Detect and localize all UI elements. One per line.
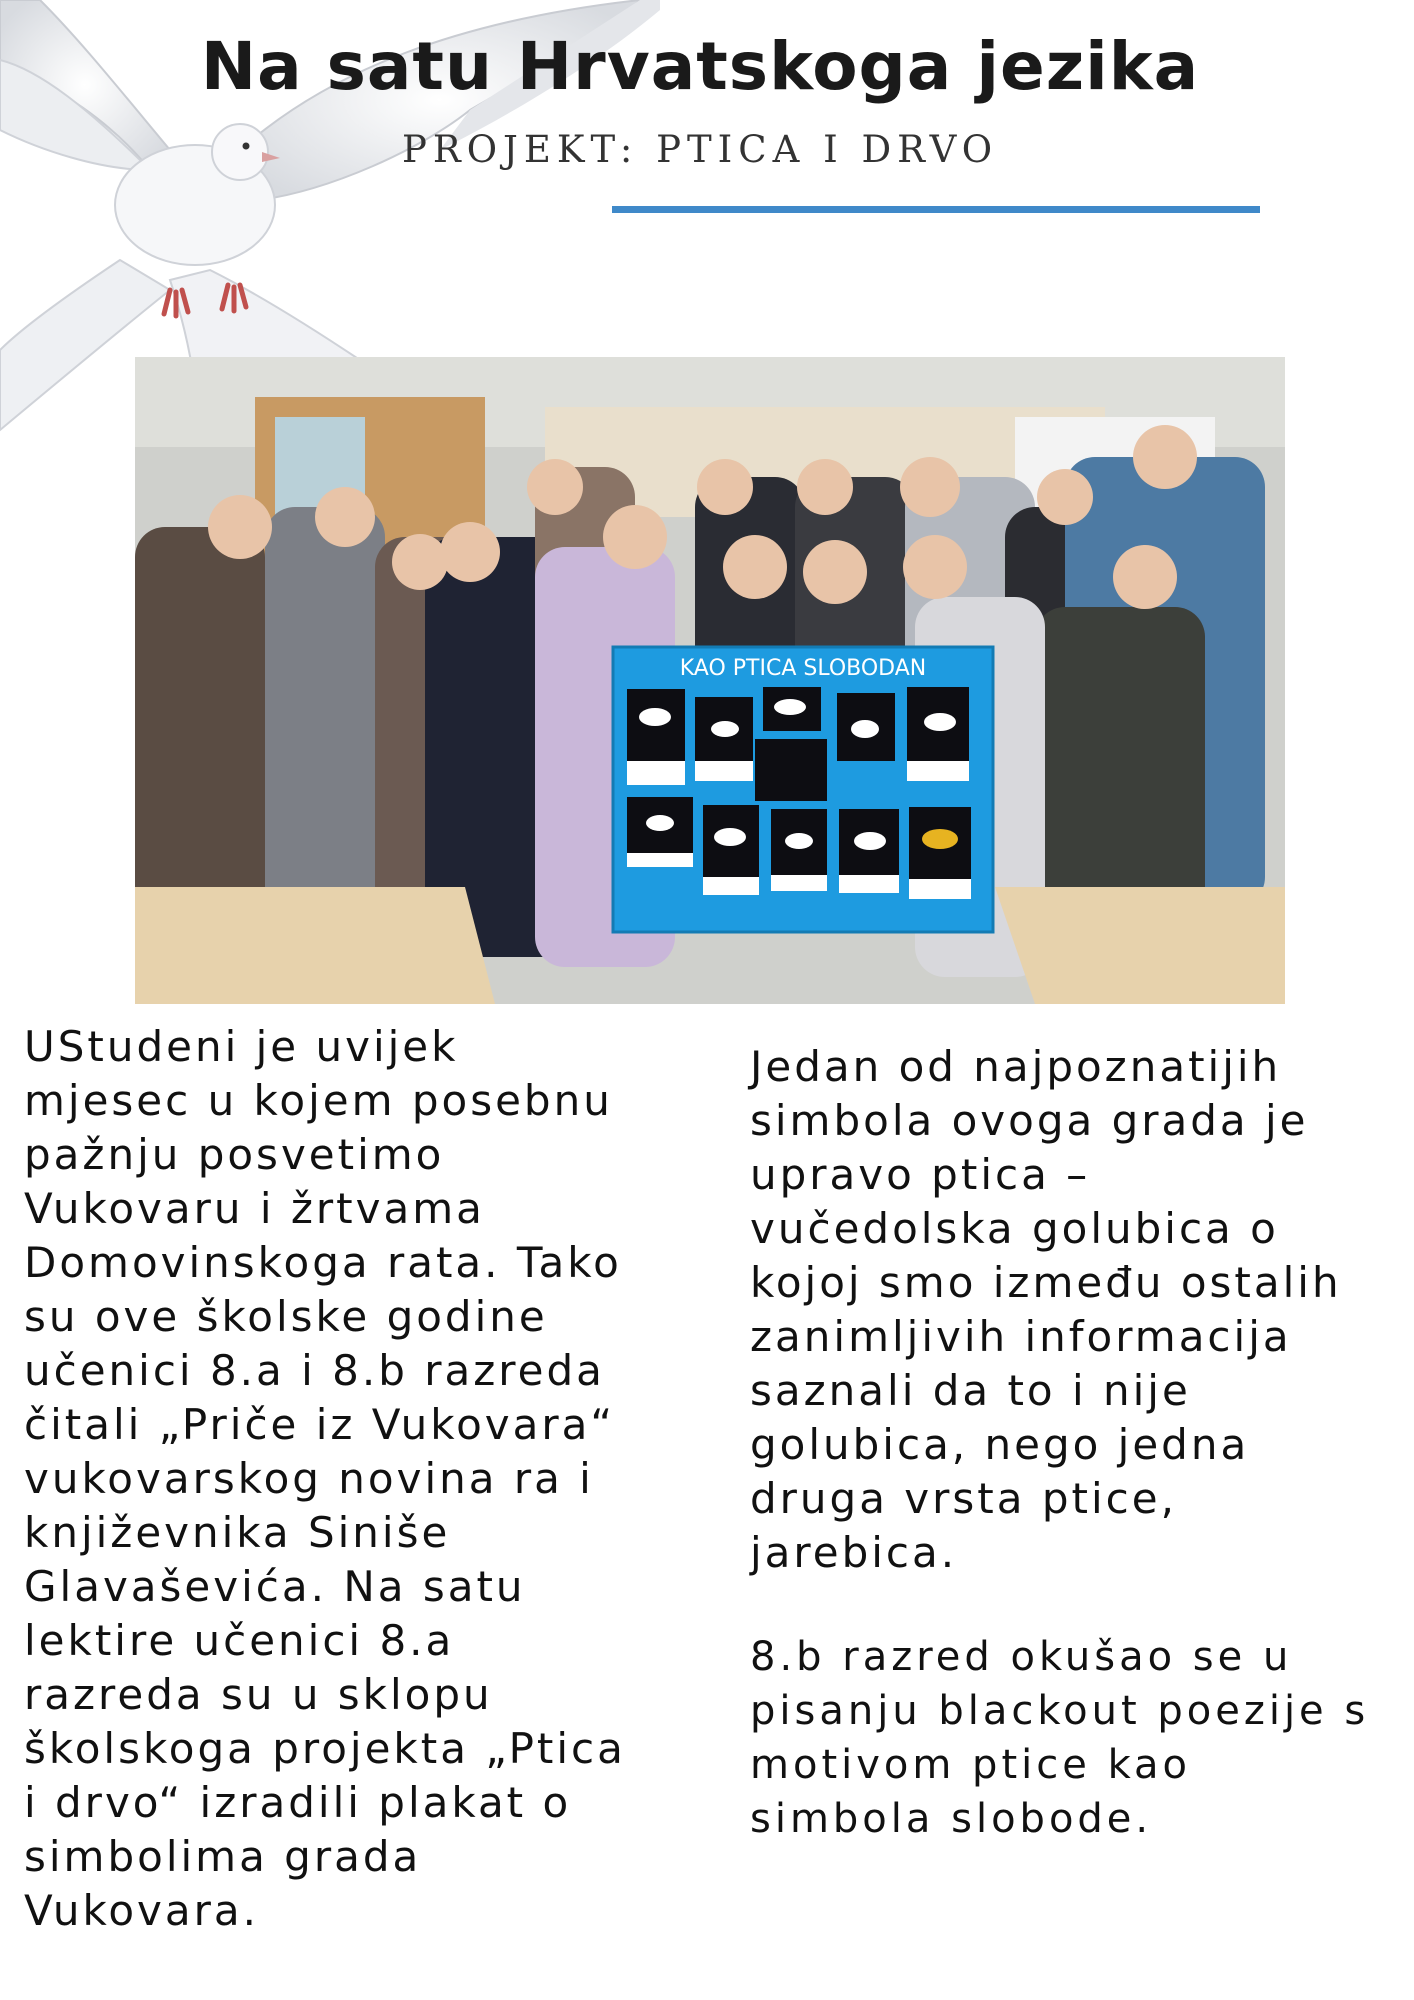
article-left-column: UStudeni je uvijek mjesec u kojem posebnu pažnju posvetimo Vukovaru i žrtvama Domovinskoga rata. Tako su ove školske godine učenici 8.a i 8.b razreda čitali „Priče iz Vukovara“ vukovarskog novina ra i književnika Siniše Glavaševića. Na satu lektire učenici 8.a razreda su u sklopu školskoga projekta „Ptica i drvo“ izradili plakat o simbolima grada Vukovara. (24, 1022, 626, 1935)
article-right-column: Jedan od najpoznatijih simbola ovoga grada je upravo ptica – vučedolska golubica o kojoj smo između ostalih zanimljivih informacija saznali da to i nije golubica, nego jedna druga vrsta ptice, jarebica. (750, 1042, 1342, 1577)
class-photo (135, 357, 1285, 1004)
poster-title: KAO PTICA SLOBODAN (679, 656, 927, 681)
article-right-column-closing: 8.b razred okušao se u pisanju blackout poezije s motivom ptice kao simbola slobode. (750, 1634, 1370, 1842)
page-subtitle: PROJEKT: PTICA I DRVO (401, 128, 999, 171)
page-title: Na satu Hrvatskoga jezika (200, 28, 1200, 105)
accent-divider (612, 206, 1260, 213)
